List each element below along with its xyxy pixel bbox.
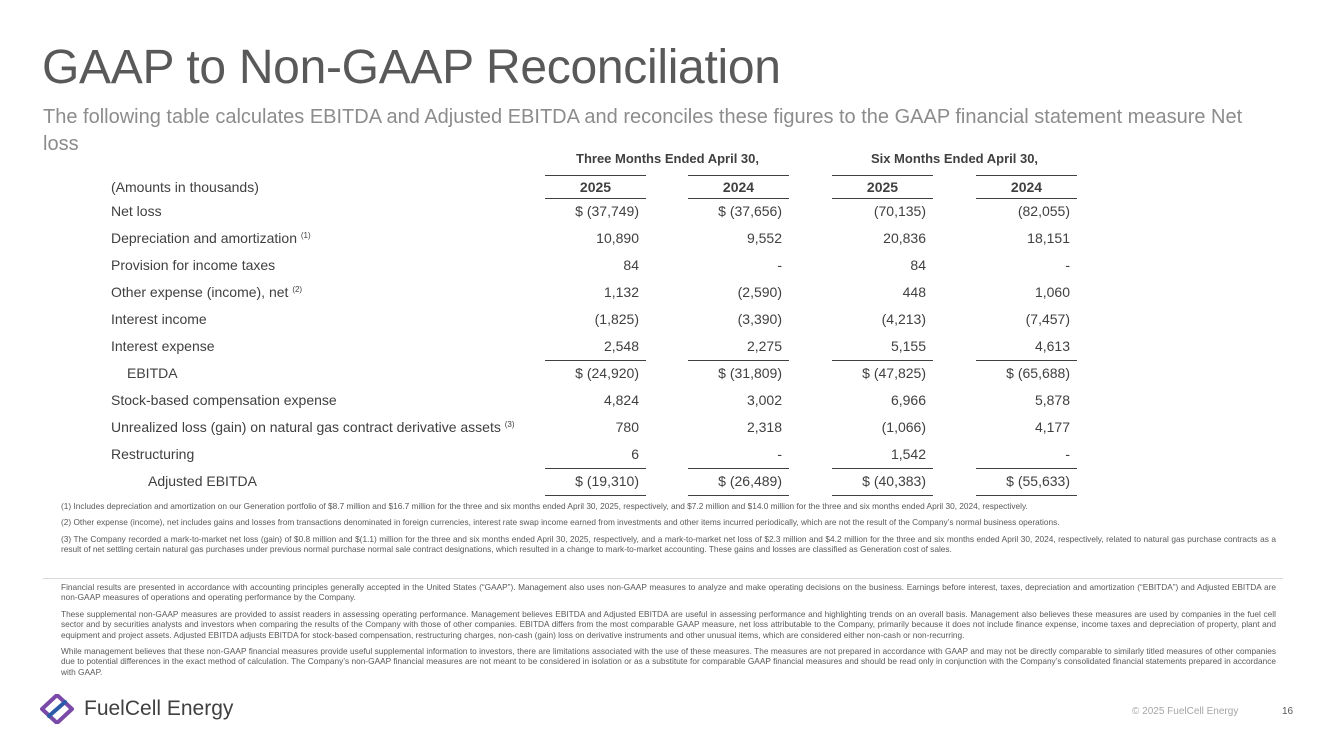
row-label-text: Unrealized loss (gain) on natural gas contract derivative assets <box>111 419 501 435</box>
subtotal-rule <box>976 495 1077 496</box>
row-label <box>111 392 337 408</box>
table-cell: 5,878 <box>1034 392 1070 408</box>
table-cell: (82,055) <box>1017 203 1070 219</box>
table-cell: (4,213) <box>881 311 926 327</box>
table-cell: 4,177 <box>1034 419 1070 435</box>
table-cell: $ (37,656) <box>718 203 782 219</box>
row-label-text: Stock-based compensation expense <box>111 392 337 408</box>
row-label <box>127 365 178 381</box>
logo-text: FuelCell Energy <box>84 697 234 720</box>
table-cell: 2,318 <box>746 419 782 435</box>
six-months-header: Six Months Ended April 30, <box>870 151 1039 166</box>
subtotal-rule <box>688 495 789 496</box>
divider <box>43 578 1283 579</box>
table-cell: 2,548 <box>603 338 639 354</box>
row-label <box>148 473 257 489</box>
header-rule <box>976 198 1077 199</box>
table-cell: 1,060 <box>1034 284 1070 300</box>
year-header: 2024 <box>1010 179 1043 195</box>
table-cell: 84 <box>623 257 639 273</box>
table-cell: (1,066) <box>881 419 926 435</box>
table-cell: 780 <box>615 419 639 435</box>
table-cell: 1,542 <box>890 446 926 462</box>
table-cell: (2,590) <box>737 284 782 300</box>
fuelcell-logo-icon <box>40 694 74 724</box>
page-title: GAAP to Non-GAAP Reconciliation <box>42 41 781 94</box>
table-cell: - <box>1065 446 1070 462</box>
table-cell: $ (37,749) <box>575 203 639 219</box>
subtotal-rule <box>976 360 1077 361</box>
footnote: (2) Other expense (income), net includes gains and losses from transactions denominated in foreign currencies, interest rate swap income earned from investments and other items incurred periodically, which are not the result of the Company’s normal business operations. <box>61 517 1060 528</box>
page-number: 16 <box>1282 706 1294 717</box>
table-cell: 448 <box>902 284 926 300</box>
row-label <box>111 203 162 219</box>
row-label-text: Interest income <box>111 311 207 327</box>
table-cell: 1,132 <box>603 284 639 300</box>
table-cell: - <box>777 446 782 462</box>
year-header: 2025 <box>579 179 612 195</box>
table-cell: (3,390) <box>737 311 782 327</box>
year-header: 2025 <box>866 179 899 195</box>
subtotal-rule <box>976 468 1077 469</box>
subtotal-rule <box>688 360 789 361</box>
table-cell: $ (40,383) <box>862 473 926 489</box>
row-label-text: Net loss <box>111 203 162 219</box>
header-rule <box>688 198 789 199</box>
amounts-label: (Amounts in thousands) <box>111 179 259 195</box>
row-label <box>111 419 515 435</box>
disclosure-paragraph: While management believes that these non-GAAP financial measures provide useful supplemental information to investors, there are limitations associated with the use of these measures. The measures are not prepared in accordance with GAAP and may not be directly comparable to similarly titled measures of other companies due to potential differences in the exact method of calculation. The Company’s non-GAAP financial measures are not meant to be considered in isolation or as a substitute for comparable GAAP financial measures and should be read only in conjunction with the Company’s consolidated financial statements prepared in accordance with GAAP. <box>61 646 1276 677</box>
subtotal-rule <box>832 360 933 361</box>
header-rule <box>832 198 933 199</box>
footnote-marker: (2) <box>292 285 303 294</box>
subtotal-rule <box>545 360 646 361</box>
table-cell: $ (55,633) <box>1006 473 1070 489</box>
page-subtitle: The following table calculates EBITDA and Adjusted EBITDA and reconciles these figures to the GAAP financial statement measure Net loss <box>43 106 1243 155</box>
table-cell: $ (24,920) <box>575 365 639 381</box>
table-cell: $ (31,809) <box>718 365 782 381</box>
table-cell: $ (19,310) <box>575 473 639 489</box>
three-months-header: Three Months Ended April 30, <box>576 151 759 166</box>
table-cell: $ (26,489) <box>718 473 782 489</box>
header-rule <box>545 198 646 199</box>
table-cell: - <box>1065 257 1070 273</box>
header-rule <box>688 175 789 176</box>
table-cell: 5,155 <box>890 338 926 354</box>
table-cell: 18,151 <box>1027 230 1070 246</box>
row-label-text: Interest expense <box>111 338 215 354</box>
row-label <box>111 284 302 300</box>
row-label <box>111 230 311 246</box>
footnote: (3) The Company recorded a mark-to-market net loss (gain) of $0.8 million and $(1.1) million for the three and six months ended April 30, 2025, respectively, and a mark-to-market net loss of $2.3 million and $4.2 million for the three and six months ended April 30, 2024, respectively, related to natural gas purchase contracts as a result of net settling certain natural gas purchases under previous normal purchase normal sale contract designations, which resulted in a change to mark-to-market accounting. These gains and losses are classified as Generation cost of sales. <box>61 533 1276 555</box>
table-cell: $ (47,825) <box>862 365 926 381</box>
subtotal-rule <box>832 468 933 469</box>
year-header: 2024 <box>722 179 755 195</box>
row-label-text: Other expense (income), net <box>111 284 289 300</box>
table-cell: (70,135) <box>873 203 926 219</box>
copyright: © 2025 FuelCell Energy <box>1132 706 1239 717</box>
table-cell: (7,457) <box>1025 311 1070 327</box>
footnote-marker: (1) <box>300 231 311 240</box>
non-gaap-disclosures <box>61 582 1276 683</box>
row-label <box>111 257 275 273</box>
disclosure-paragraph: These supplemental non-GAAP measures are provided to assist readers in assessing operating performance. Management believes EBITDA and Adjusted EBITDA are useful in assessing performance and highlighting trends on an overall basis. Management also believes these measures are used by companies in the fuel cell sector and by securities analysts and investors when comparing the results of the Company with those of other companies. EBITDA differs from the most comparable GAAP measure, net loss attributable to the Company, primarily because it does not include finance expense, income taxes and depreciation of property, plant and equipment and project assets. Adjusted EBITDA adjusts EBITDA for stock-based compensation, restructuring charges, non-cash (gain) loss on derivative instruments and other unusual items, which are considered either non-cash or non-recurring. <box>61 608 1276 640</box>
table-cell: 10,890 <box>596 230 639 246</box>
row-label-text: EBITDA <box>127 365 178 381</box>
row-label-text: Adjusted EBITDA <box>148 473 257 489</box>
row-label <box>111 338 215 354</box>
row-label <box>111 311 207 327</box>
table-cell: 6 <box>631 446 639 462</box>
table-cell: (1,825) <box>594 311 639 327</box>
subtotal-rule <box>545 468 646 469</box>
row-label <box>111 446 194 462</box>
table-cell: 84 <box>910 257 926 273</box>
footnote-marker: (3) <box>504 420 515 429</box>
row-label-text: Provision for income taxes <box>111 257 276 273</box>
subtotal-rule <box>688 468 789 469</box>
row-label-text: Depreciation and amortization <box>111 230 297 246</box>
footnotes <box>61 501 1276 561</box>
table-cell: 6,966 <box>890 392 926 408</box>
header-rule <box>545 175 646 176</box>
table-cell: $ (65,688) <box>1006 365 1070 381</box>
disclosure-paragraph: Financial results are presented in accordance with accounting principles generally accepted in the United States (“GAAP”). Management also uses non-GAAP measures to analyze and make operating decisions on the business. Earnings before interest, taxes, depreciation and amortization (“EBITDA”) and Adjusted EBITDA are non-GAAP measures of operations and operating performance by the Company. <box>61 582 1276 603</box>
subtotal-rule <box>545 495 646 496</box>
table-cell: - <box>777 257 782 273</box>
table-cell: 4,613 <box>1034 338 1070 354</box>
row-label-text: Restructuring <box>111 446 195 462</box>
header-rule <box>832 175 933 176</box>
table-cell: 9,552 <box>746 230 782 246</box>
table-cell: 2,275 <box>746 338 782 354</box>
table-cell: 3,002 <box>746 392 782 408</box>
company-logo <box>40 694 233 724</box>
table-cell: 4,824 <box>603 392 639 408</box>
subtotal-rule <box>832 495 933 496</box>
header-rule <box>976 175 1077 176</box>
footnote: (1) Includes depreciation and amortization on our Generation portfolio of $8.7 million and $16.7 million for the three and six months ended April 30, 2025, respectively, and $7.2 million and $14.0 million for the three and six months ended April 30, 2024, respectively. <box>61 501 1028 511</box>
table-cell: 20,836 <box>883 230 926 246</box>
